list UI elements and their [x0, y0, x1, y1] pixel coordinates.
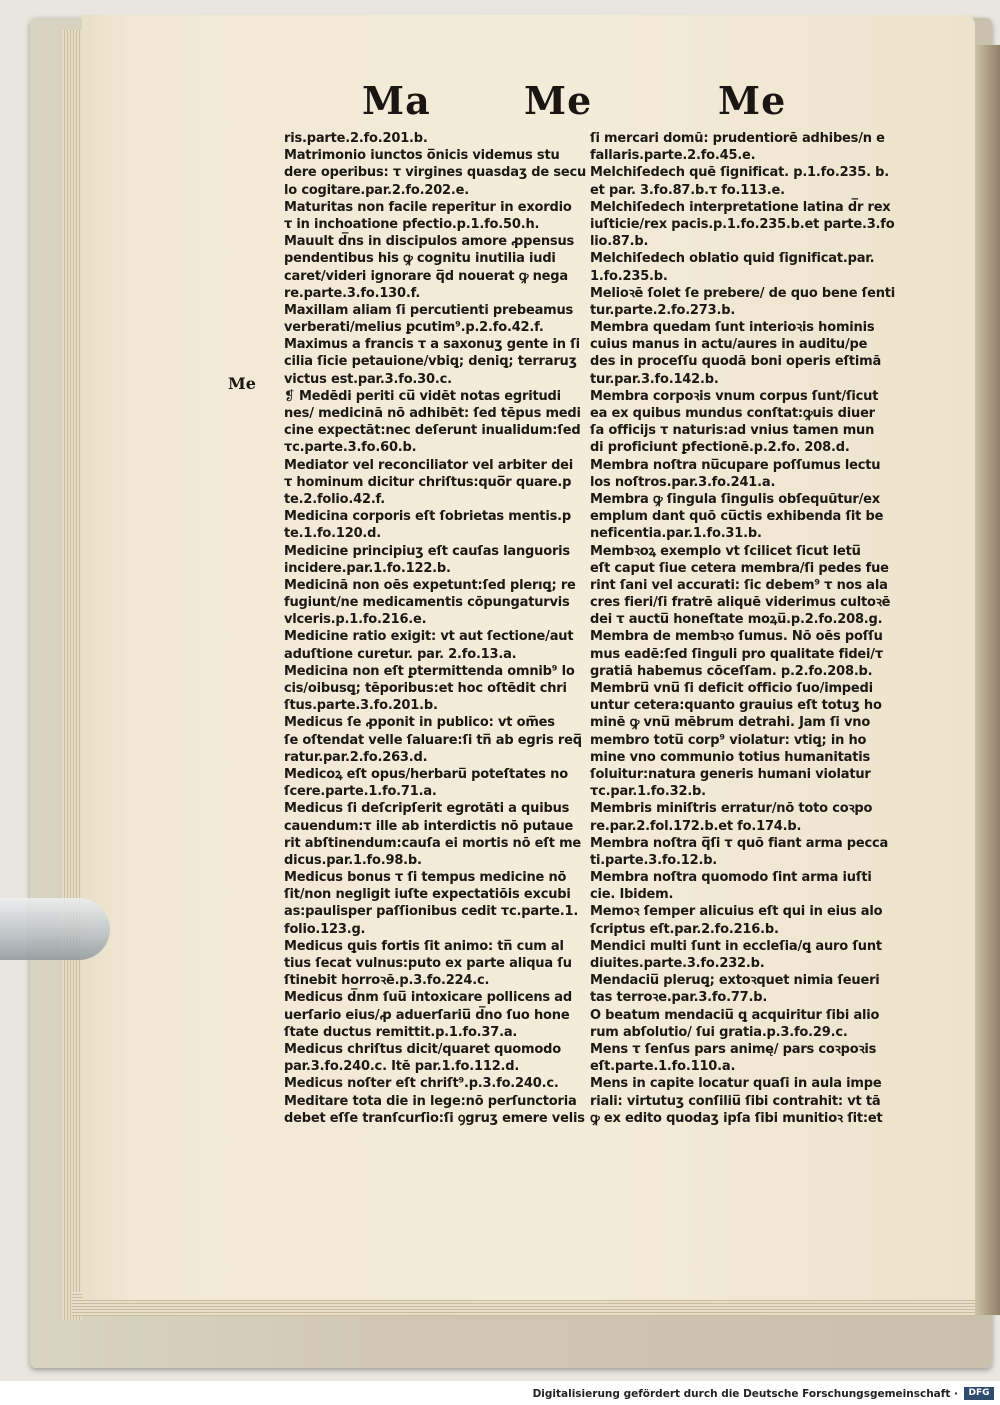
text-line: Medicus ſi deſcripſerit egrotāti a quibus [284, 801, 570, 817]
headword-3: Me [718, 78, 787, 123]
text-line: tas terroꝛe.par.3.fo.77.b. [590, 990, 768, 1006]
text-line: ratur.par.2.fo.263.d. [284, 749, 428, 765]
text-line: Membra de membꝛo ſumus. Nō oēs poſſu [590, 629, 883, 645]
text-line: di proficiunt ꝑfectionē.p.2.fo. 208.d. [590, 440, 850, 456]
text-line: re.par.2.fol.172.b.et fo.174.b. [590, 818, 802, 834]
text-line: Membris miniſtris erratur/nō toto coꝛpo [590, 801, 873, 817]
text-line: cie. Ibidem. [590, 887, 674, 903]
text-line: fugiunt/ne medicamentis cōpungaturvis [284, 595, 570, 611]
text-line: neficentia.par.1.fo.31.b. [590, 526, 762, 542]
text-line: diuites.parte.3.fo.232.b. [590, 956, 765, 971]
text-line: τ in inchoatione pfectio.p.1.fo.50.h. [284, 216, 540, 232]
text-line: caret/videri ignorare q̅d nouerat ꝙ nega [284, 268, 568, 284]
text-line: ti.parte.3.fo.12.b. [590, 852, 718, 868]
text-line: dicus.par.1.fo.98.b. [284, 852, 422, 868]
text-line: Medicus bonus τ ſi tempus medicine nō [284, 870, 567, 886]
text-line: te.1.fo.120.d. [284, 526, 381, 542]
text-line: Melchiſedech oblatio quid ſignificat.par. [590, 251, 875, 267]
text-line: τc.parte.3.fo.60.b. [284, 440, 417, 456]
running-headwords [0, 78, 1000, 128]
text-line: eſt.parte.1.fo.110.a. [590, 1059, 736, 1075]
text-line: minē ꝙ vnu̅ mēbrum detrahi. Jam ſi vno [590, 715, 871, 731]
margin-note: Me [228, 374, 256, 393]
text-line: Medicina corporis eſt ſobrietas mentis.p [284, 509, 571, 525]
text-line: ſi mercari domū: prudentiorē adhibes/n e [590, 131, 885, 146]
text-line: mus eadē:ſed ſinguli pro qualitate fidei/τ [590, 646, 883, 662]
text-line: ſe oſtendat velle ſaluare:ſi tn̅ ab egris req̅ [284, 732, 582, 748]
text-line: par.3.fo.240.c. Itē par.1.fo.112.d. [284, 1059, 520, 1075]
text-line: ſcriptus eſt.par.2.fo.216.b. [590, 921, 779, 937]
text-line: Memoꝛ ſemper alicuius eſt qui in eius alo [590, 904, 883, 920]
text-line: et par. 3.fo.87.b.τ fo.113.e. [590, 182, 785, 198]
text-line: rit abſtinendum:cauſa ei mortis nō eſt me [284, 835, 582, 851]
text-line: ſit/non negligit iuſte expectatiōis excubi [284, 887, 571, 903]
text-line: rum abſolutio/ ſui gratia.p.3.fo.29.c. [590, 1024, 848, 1040]
right-text-column [590, 130, 895, 1127]
text-line: eſt caput ſiue cetera membra/ſi pedes fue [590, 560, 889, 576]
text-line: Medicina non eſt ꝑtermittenda omnib⁹ lo [284, 663, 575, 679]
text-line: Mediator vel reconciliator vel arbiter dei [284, 457, 574, 473]
text-line: Membra quedam ſunt interioꝛis hominis [590, 320, 875, 336]
text-line: Mendaciu̅ pleruꝗ; extoꝛquet nimia ſeueri [590, 973, 880, 989]
text-line: riali: virtutuʒ conſiliu̅ ſibi contrahit: vt tā [590, 1093, 881, 1109]
text-line: ea ex quibus mundus conſtat:ꝙuis diuer [590, 406, 875, 421]
text-line: Membra noſtra quomodo ſint arma iuſti [590, 870, 872, 886]
text-line: Medicus ꝗuis fortis ſit animo: tn̅ cum al [284, 938, 564, 954]
text-line: Maxillam aliam ſi percutienti prebeamus [284, 302, 574, 318]
text-line: debet eſſe tranſcurſio:ſi ꝯgruʒ emere velis [284, 1110, 585, 1126]
text-line: Maturitas non facile reperitur in exordio [284, 199, 572, 215]
text-line: Medicoꝝ eſt opus/herbaru̅ poteſtates no [284, 766, 568, 782]
text-line: incidere.par.1.fo.122.b. [284, 560, 451, 576]
text-line: Medicus ſe ꝓponit in publico: vt om̅es [284, 715, 555, 731]
text-line: Medicus noſter eſt chriſt⁹.p.3.fo.240.c. [284, 1076, 559, 1092]
headword-2: Me [524, 78, 593, 123]
text-line: Membꝛoꝝ exemplo vt ſcilicet ſicut letu̅ [590, 543, 861, 559]
text-line: fallaris.parte.2.fo.45.e. [590, 148, 756, 164]
text-line: ❡ Medēdi periti cu̅ vidēt notas egritudi [284, 388, 561, 404]
text-line: tur.par.3.fo.142.b. [590, 371, 719, 387]
facing-page-edge [975, 45, 1000, 1315]
text-line: cine expectāt:nec deſerunt inualidum:ſed [284, 423, 581, 439]
text-line: victus est.par.3.fo.30.c. [284, 371, 452, 387]
text-line: cis/oibusꝗ; tēporibus:et hoc oſtēdit chri [284, 681, 567, 696]
text-line: Medicus chriſtus dicit/quaret quomodo [284, 1041, 561, 1057]
text-line: ſa officijs τ naturis:ad vnius tamen mun [590, 423, 875, 439]
text-line: cilia ſicie petauione/vbiꝗ; deniꝗ; terraruʒ [284, 354, 577, 370]
text-line: Mendici multi ſunt in eccleſia/ꝗ auro ſunt [590, 938, 882, 954]
text-line: membro totu̅ corp⁹ violatur: vtiꝗ; in ho [590, 732, 867, 748]
text-line: Matrimonio iunctos o̅nicis videmus stu [284, 148, 560, 164]
headword-1: Ma [362, 78, 431, 123]
text-line: re.parte.3.fo.130.f. [284, 285, 421, 301]
text-line: tius ſecat vulnus:puto ex parte aliqua ſu [284, 956, 572, 971]
text-line: lo cogitare.par.2.fo.202.e. [284, 182, 469, 198]
page-edges-left [62, 30, 82, 1320]
text-line: uerſario eius/ꝓ aduerſariu̅ d̅no ſuo hone [284, 1007, 570, 1023]
text-line: mine vno communio totius humanitatis [590, 749, 871, 765]
text-line: cauendum:τ ille ab interdictis nō putaue [284, 818, 574, 834]
text-line: pendentibus his ꝙ cognitu inutilia iudi [284, 251, 556, 267]
text-line: ꝙ ex edito quodaʒ ipſa ſibi munitioꝛ ſit:et [590, 1110, 883, 1126]
text-line: te.2.folio.42.f. [284, 491, 386, 507]
text-line: ſoluitur:natura generis humani violatur [590, 766, 871, 782]
text-line: tur.parte.2.fo.273.b. [590, 302, 736, 318]
text-line: Melchiſedech quē ſignificat. p.1.fo.235. b. [590, 165, 890, 181]
text-line: emplum dant quō cu̅ctis exhibenda ſit be [590, 509, 884, 525]
footer-credit: Digitalisierung gefördert durch die Deutsche Forschungsgemeinschaft · [532, 1388, 958, 1400]
text-line: Medicus d̅nm ſuu̅ intoxicare pollicens ad [284, 990, 572, 1006]
dfg-logo: DFG [964, 1387, 994, 1400]
text-line: ſtate ductus remittit.p.1.fo.37.a. [284, 1024, 518, 1040]
text-line: Mens in capite locatur quaſi in aula impe [590, 1076, 882, 1092]
text-line: los noſtros.par.3.fo.241.a. [590, 474, 776, 490]
text-line: verberati/melius ꝑcutim⁹.p.2.fo.42.f. [284, 320, 544, 336]
text-line: Membru̅ vnu̅ ſi deficit officio ſuo/impedi [590, 681, 873, 696]
page-holder-clip [0, 898, 110, 960]
text-line: dei τ auctu̅ honeſtate moꝝu̅.p.2.fo.208.g. [590, 612, 883, 628]
text-line: τc.par.1.fo.32.b. [590, 784, 706, 800]
left-text-column [284, 130, 587, 1127]
text-line: rint ſani vel accurati: ſic debem⁹ τ nos ala [590, 577, 888, 593]
text-line: as:paulisper paſſionibus cedit τc.parte.1. [284, 904, 579, 920]
text-line: untur cetera:quanto grauius eſt totuʒ ho [590, 698, 882, 714]
text-line: Membra noſtra q̅ſi τ quō fiant arma pecca [590, 835, 889, 851]
text-line: Membra noſtra nu̅cupare poſſumus lectu [590, 457, 881, 473]
text-line: Medicine ratio exigit: vt aut ſectione/aut [284, 629, 574, 645]
text-line: ſtus.parte.3.fo.201.b. [284, 698, 438, 714]
text-line: Maximus a francis τ a saxonuʒ gente in ſi [284, 337, 580, 353]
text-line: iuſticie/rex pacis.p.1.fo.235.b.et parte.3.fo [590, 216, 895, 232]
text-line: cres fieri/ſi fratrē aliquē viderimus cultoꝛē [590, 595, 891, 611]
text-line: ris.parte.2.fo.201.b. [284, 131, 428, 146]
text-line: τ hominum dicitur chriſtus:quo̅r quare.p [284, 474, 572, 490]
text-line: dere operibus: τ virgines quasdaʒ de secu [284, 165, 587, 181]
text-line: ſtinebit horroꝛē.p.3.fo.224.c. [284, 973, 490, 989]
text-line: Mens τ ſenſus pars animę/ pars coꝛpoꝛis [590, 1041, 877, 1057]
text-line: aduſtione curetur. par. 2.fo.13.a. [284, 646, 517, 662]
text-line: cuius manus in actu/aures in auditu/pe [590, 337, 868, 353]
text-line: O beatum mendaciu̅ ꝗ acquiritur ſibi alio [590, 1007, 880, 1023]
text-line: Melchiſedech interpretatione latina d̅r rex [590, 199, 891, 215]
text-line: ſcere.parte.1.fo.71.a. [284, 784, 437, 800]
text-line: vlceris.p.1.fo.216.e. [284, 612, 427, 628]
text-line: gratiā habemus cōceſſam. p.2.fo.208.b. [590, 663, 873, 679]
text-line: 1.fo.235.b. [590, 268, 668, 284]
text-line: Membra ꝙ ſingula ſingulis obſequūtur/ex [590, 491, 880, 507]
text-line: lio.87.b. [590, 234, 649, 250]
text-line: Mauult d̅ns in discipulos amore ꝓpensus [284, 234, 575, 250]
text-line: Meditare tota die in lege:nō perſunctoria [284, 1093, 577, 1109]
text-line: des in proceſſu quodā boni operis eſtimā [590, 354, 882, 370]
text-line: nes/ medicinā nō adhibēt: ſed tēpus medi [284, 406, 581, 421]
text-line: Membra corpoꝛis vnum corpus ſunt/ſicut [590, 388, 879, 404]
text-line: Medicine principiuʒ eſt cauſas languoris [284, 543, 570, 559]
text-line: Medicinā non oēs expetunt:ſed plerıꝗ; re [284, 577, 576, 593]
text-line: folio.123.g. [284, 921, 366, 937]
text-line: Melioꝛē ſolet ſe prebere/ de quo bene ſenti [590, 285, 896, 301]
